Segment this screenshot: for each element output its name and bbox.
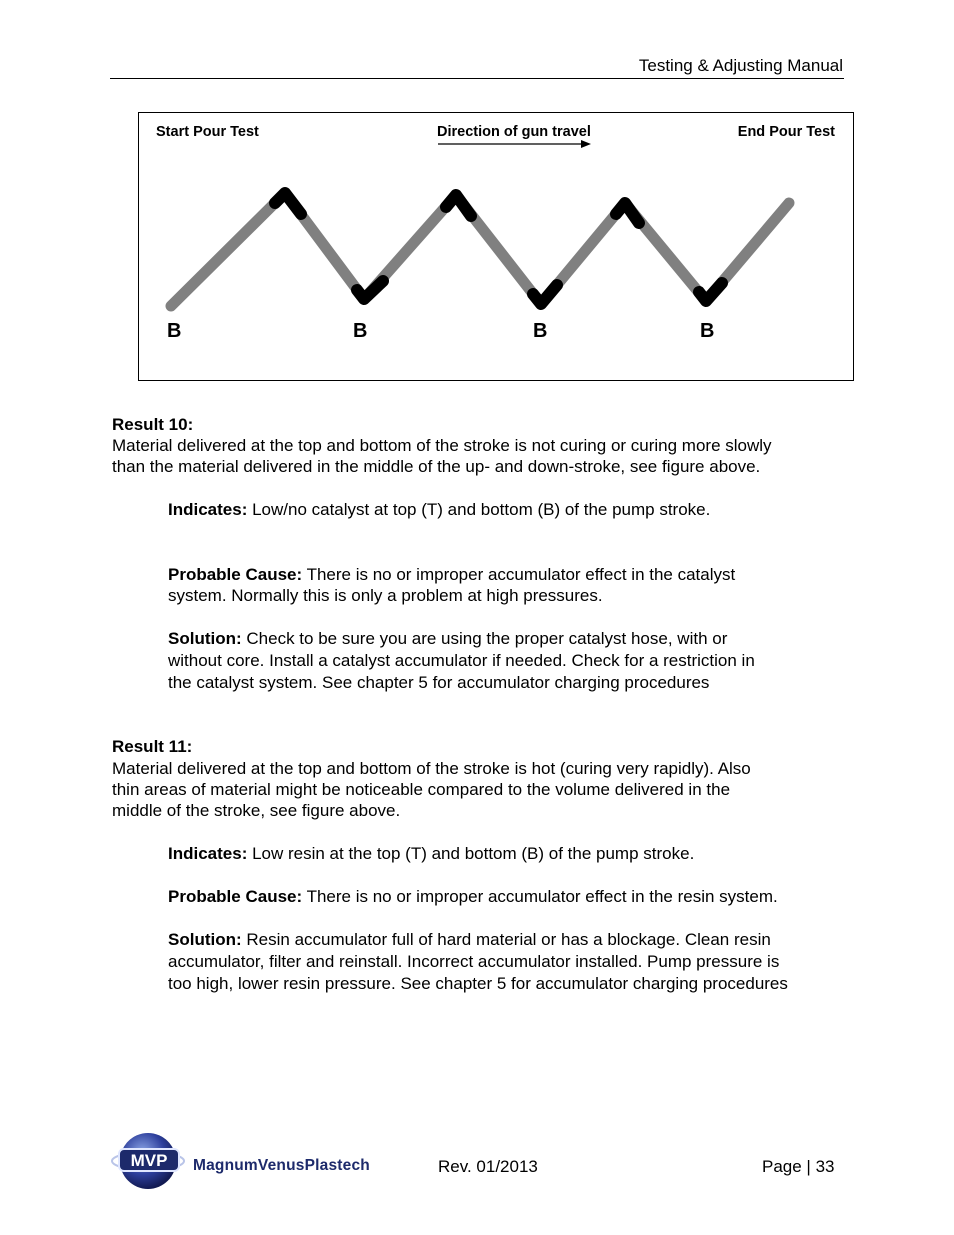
result-11-description-line: middle of the stroke, see figure above. bbox=[112, 801, 401, 820]
result-10-solution bbox=[168, 628, 727, 650]
top-segment-2 bbox=[446, 195, 471, 216]
cause-text: There is no or improper accumulator effect in the resin system. bbox=[302, 887, 778, 906]
mvp-logo bbox=[110, 1130, 190, 1192]
top-segment-3 bbox=[616, 203, 639, 223]
bottom-segment-3 bbox=[699, 283, 722, 301]
indicates-label: Indicates: bbox=[168, 844, 248, 863]
indicates-text: Low resin at the top (T) and bottom (B) of the pump stroke. bbox=[247, 844, 695, 863]
result-10-heading: Result 10: bbox=[112, 415, 194, 434]
start-pour-label: Start Pour Test bbox=[156, 124, 259, 140]
revision-label: Rev. 01/2013 bbox=[438, 1157, 538, 1176]
result-11-solution-line: too high, lower resin pressure. See chapter 5 for accumulator charging procedures bbox=[168, 974, 788, 993]
document-title: Testing & Adjusting Manual bbox=[638, 56, 843, 75]
bottom-marker-3: B bbox=[533, 320, 548, 342]
bottom-marker-2: B bbox=[353, 320, 368, 342]
result-11-solution bbox=[168, 929, 771, 951]
direction-label: Direction of gun travel bbox=[437, 124, 591, 140]
result-10-indicates bbox=[168, 499, 710, 521]
spray-pattern-figure bbox=[138, 112, 854, 381]
top-segment-1 bbox=[275, 193, 301, 214]
header-divider bbox=[110, 78, 844, 79]
result-11-indicates bbox=[168, 843, 694, 865]
result-10-solution-line: without core. Install a catalyst accumulator if needed. Check for a restriction in bbox=[168, 651, 755, 670]
zigzag-stroke-diagram bbox=[139, 113, 855, 382]
solution-text: Check to be sure you are using the proper catalyst hose, with or bbox=[241, 629, 728, 648]
solution-label: Solution: bbox=[168, 629, 242, 648]
bottom-marker-1: B bbox=[167, 320, 182, 342]
result-10-description-line: than the material delivered in the middle of the up- and down-stroke, see figure above. bbox=[112, 457, 761, 476]
result-10-solution-line: the catalyst system. See chapter 5 for accumulator charging procedures bbox=[168, 673, 710, 692]
result-10-cause bbox=[168, 564, 735, 586]
result-11-heading: Result 11: bbox=[112, 737, 193, 756]
bottom-segment-1 bbox=[357, 281, 383, 299]
result-10-description-line: Material delivered at the top and bottom of the stroke is not curing or curing more slowly bbox=[112, 436, 772, 455]
cause-label: Probable Cause: bbox=[168, 887, 303, 906]
logo-badge-text: MVP bbox=[130, 1151, 168, 1170]
company-name: MagnumVenusPlastech bbox=[193, 1157, 370, 1174]
indicates-label: Indicates: bbox=[168, 500, 248, 519]
result-11-solution-line: accumulator, filter and reinstall. Incorrect accumulator installed. Pump pressure is bbox=[168, 952, 780, 971]
page-number: Page | 33 bbox=[762, 1157, 835, 1176]
end-pour-label: End Pour Test bbox=[737, 124, 835, 140]
result-11-cause bbox=[168, 886, 778, 908]
bottom-segment-2 bbox=[533, 285, 557, 304]
cause-label: Probable Cause: bbox=[168, 565, 303, 584]
result-11-description-line: thin areas of material might be noticeable compared to the volume delivered in the bbox=[112, 780, 731, 799]
solution-text: Resin accumulator full of hard material or has a blockage. Clean resin bbox=[241, 930, 771, 949]
result-11-description-line: Material delivered at the top and bottom of the stroke is hot (curing very rapidly). Also bbox=[112, 759, 751, 778]
cause-text: There is no or improper accumulator effect in the catalyst bbox=[302, 565, 736, 584]
solution-label: Solution: bbox=[168, 930, 242, 949]
bottom-marker-4: B bbox=[700, 320, 715, 342]
direction-arrowhead bbox=[581, 140, 591, 148]
result-10-cause-line: system. Normally this is only a problem at high pressures. bbox=[168, 586, 603, 605]
indicates-text: Low/no catalyst at top (T) and bottom (B) of the pump stroke. bbox=[247, 500, 711, 519]
